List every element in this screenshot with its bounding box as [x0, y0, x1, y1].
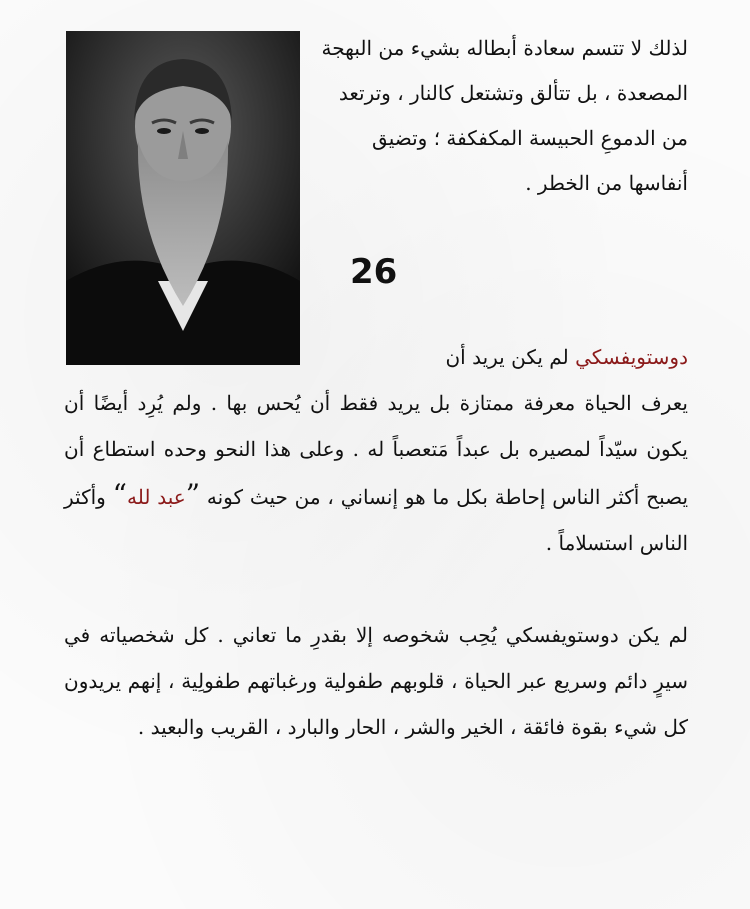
paragraph-2: لم يكن دوستويفسكي يُحِب شخوصه إلا بقدرِ ما تعاني . كل شخصياته في سيرٍ دائم وسريع عبر الحياة ، قلوبهم طفولية ورغباتهم طفولِية ، إنهم يريدون كل شيء بقوة فائقة ، الخير والشر ، الحار والبارد ، القريب والبعيد .: [64, 623, 688, 739]
author-name: دوستويفسكي: [575, 345, 688, 369]
paragraph-1-first-line: [316, 335, 688, 380]
quote-close: “: [112, 478, 127, 511]
quote-open: ”: [185, 478, 201, 511]
portrait-photo: [66, 31, 300, 365]
portrait-photo-icon: [66, 31, 300, 365]
page-number: 26: [350, 252, 398, 292]
quoted-phrase: عبد لله: [126, 485, 186, 509]
paragraph-1-continuation: يعرف الحياة معرفة ممتازة بل يريد فقط أن يُحس بها . ولم يُرِد أيضًا أن يكون سيّداً لمصيره بل عبداً مَتعصباً له . وعلى هذا النحو وحده استطاع أن يصبح أكثر الناس إحاطة بكل ما هو إنساني ، من حيث كونه: [64, 391, 689, 509]
paragraph-1-ending: وأكثر الناس استسلاماً .: [64, 485, 688, 555]
top-paragraph: لذلك لا تتسم سعادة أبطاله بشيء من البهجة المصعدة ، بل تتألق وتشتعل كالنار ، وترتعد من الدموعِ الحبيسة المكفكفة ؛ وتضيق أنفاسها من الخطر .: [321, 36, 688, 195]
paragraph-1: [64, 380, 688, 566]
paragraph-1-line1-rest: لم يكن يريد أن: [445, 345, 576, 369]
main-text: [64, 380, 688, 750]
